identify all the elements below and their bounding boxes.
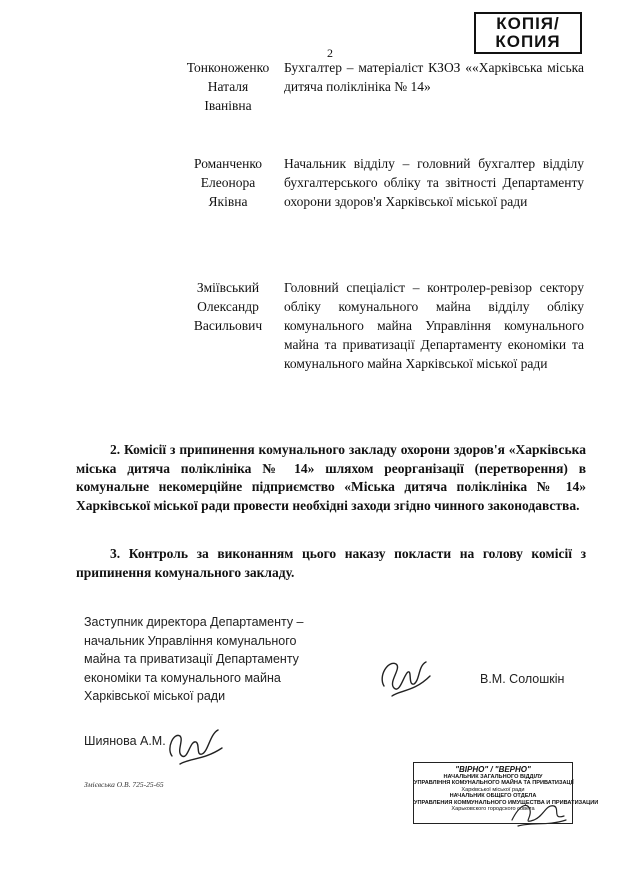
member-role: Бухгалтер – матеріаліст КЗОЗ ««Харківська міська дитяча поліклініка № 14»: [284, 60, 584, 94]
signatory-position: [84, 613, 334, 706]
member-name: [178, 154, 278, 211]
member-name: [178, 58, 278, 115]
copy-stamp-line1: КОПІЯ/: [496, 14, 560, 33]
executor-signature: [160, 722, 230, 772]
stamp-header: "ВІРНО" / "ВЕРНО": [455, 765, 531, 774]
member-first-name: Наталя: [207, 79, 249, 94]
executor-name: Шиянова А.М.: [84, 734, 166, 748]
stamp-line: Харьковского городского совета: [451, 806, 535, 813]
stamp-line: УПРАВЛІННЯ КОМУНАЛЬНОГО МАЙНА ТА ПРИВАТИЗАЦІЇ: [414, 780, 574, 787]
copy-stamp: [474, 12, 582, 54]
signatory-position-line: економіки та комунального майна: [84, 670, 281, 685]
member-role: Головний спеціаліст – контролер-ревізор сектору обліку комунального майна відділу обліку комунального майна Управління комунального майна та приватизації Департаменту економіки та комунального майна Харківської міської ради: [284, 280, 584, 371]
stamp-line: Харківської міської ради: [461, 786, 525, 793]
stamp-signature: [508, 796, 568, 830]
copy-stamp-line2: КОПИЯ: [495, 32, 561, 51]
stamp-line: УПРАВЛЕНИЯ КОММУНАЛЬНОГО ИМУЩЕСТВА И ПРИВАТИЗАЦИИ: [414, 799, 599, 806]
stamp-line: НАЧАЛЬНИК ЗАГАЛЬНОГО ВІДДІЛУ: [443, 774, 543, 780]
signatory-position-line: майна та приватизації Департаменту: [84, 652, 299, 666]
signatory-position-line: Харківської міської ради: [84, 689, 226, 703]
member-name: [178, 278, 278, 335]
member-role: Начальник відділу – головний бухгалтер відділу бухгалтерського обліку та звітності Департаменту охорони здоров'я Харківської міської ради: [284, 156, 584, 209]
member-surname: Тонконоженко: [186, 60, 270, 75]
paragraph-2-text: 2. Комісії з припинення комунального закладу охорони здоров'я «Харківська міська дитяча поліклініка № 14» шляхом реорганізації (перетворення) в комунальне некомерційне підприємство «Міська дитяча поліклініка № 14» Харківської міської ради провести необхідні заходи згідно чинного законодавства.: [76, 442, 586, 513]
signatory-position-line: начальник Управління комунального: [84, 633, 297, 648]
paragraph-2: [76, 441, 586, 515]
executor-phone: Змієвська О.В. 725-25-65: [84, 780, 164, 789]
member-surname: Романченко: [194, 156, 262, 171]
paragraph-3-text: 3. Контроль за виконанням цього наказу покласти на голову комісії з припинення комунального закладу.: [76, 546, 586, 580]
signatory-name: В.М. Солошкін: [480, 672, 565, 686]
member-patronymic: Яківна: [208, 194, 248, 209]
page-number: 2: [327, 46, 333, 60]
member-surname: Зміївський: [196, 280, 260, 295]
member-patronymic: Іванівна: [204, 98, 252, 113]
signatory-position-line: Заступник директора Департаменту –: [84, 615, 304, 629]
director-signature: [374, 646, 434, 706]
stamp-line: НАЧАЛЬНИК ОБЩЕГО ОТДЕЛА: [449, 793, 537, 800]
member-first-name: Олександр: [197, 299, 259, 314]
member-patronymic: Васильович: [193, 318, 263, 333]
member-first-name: Елеонора: [200, 175, 256, 190]
paragraph-3: [76, 545, 586, 582]
